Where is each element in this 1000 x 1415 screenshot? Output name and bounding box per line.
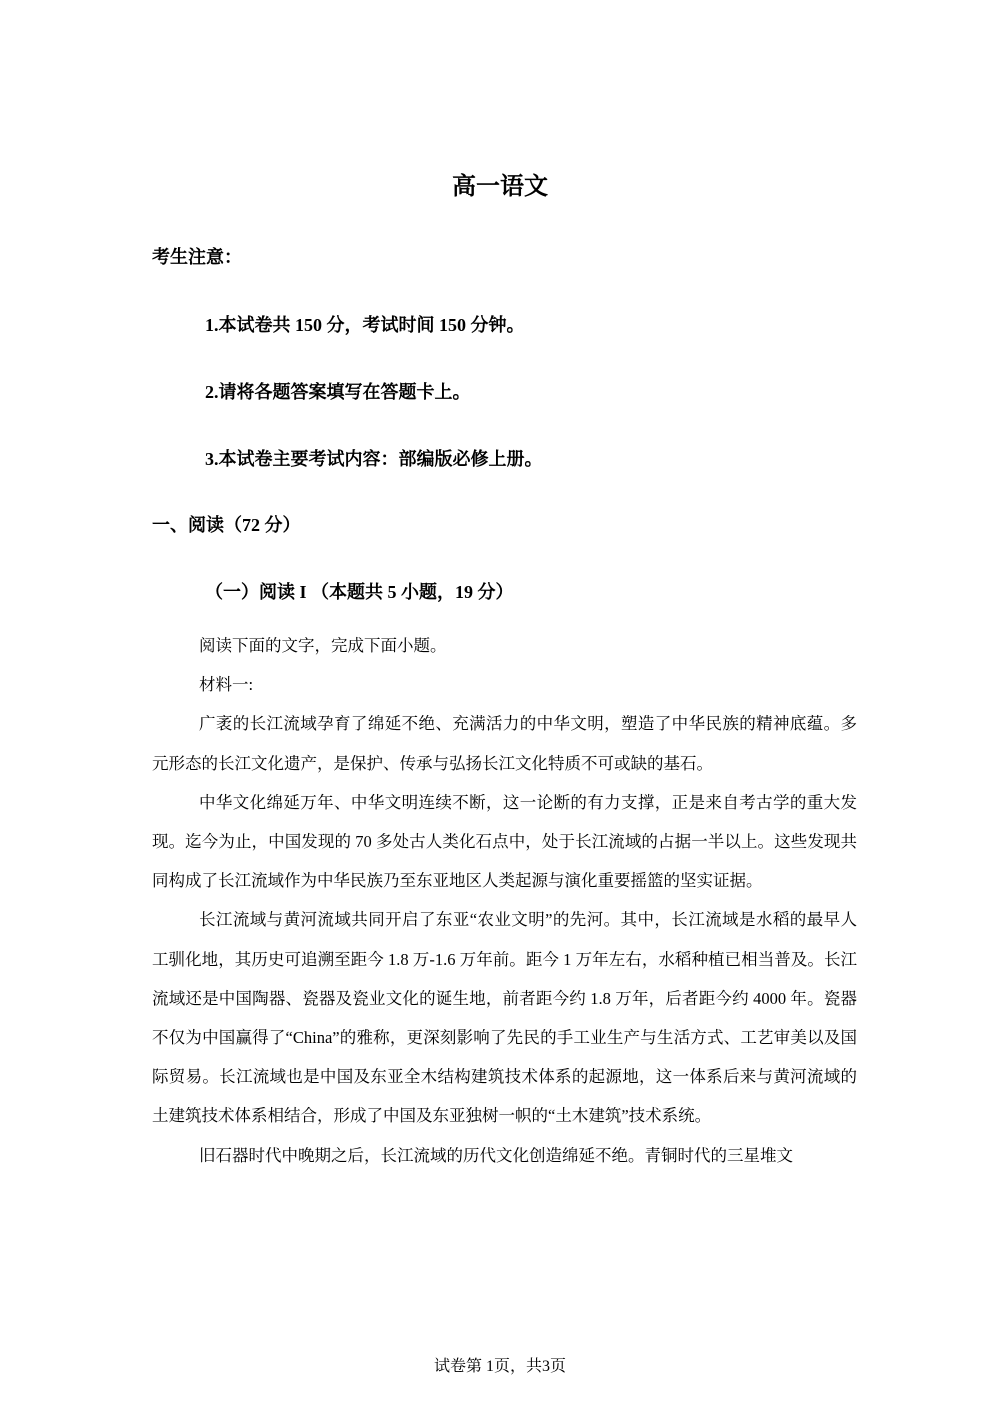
page-footer: 试卷第 1页，共3页 bbox=[433, 1358, 566, 1375]
passage-paragraph-2: 中华文化绵延万年、中华文明连续不断，这一论断的有力支撑，正是来自考古学的重大发现。迄今为止，中国发现的 70 多处古人类化石点中，处于长江流域的占据一半以上。这些发现共同构成了长江流域作为中华民族乃至东亚地区人类起源与演化重要摇篮的坚实证据。 bbox=[152, 792, 857, 891]
section-heading: 一、阅读（72 分） bbox=[152, 515, 301, 535]
reading-passage bbox=[152, 626, 857, 1175]
page-title: 高一语文 bbox=[452, 172, 548, 200]
notice-heading: 考生注意： bbox=[152, 247, 242, 267]
material-label: 材料一: bbox=[199, 675, 254, 695]
passage-paragraph-3: 长江流域与黄河流域共同开启了东亚“农业文明”的先河。其中，长江流域是水稻的最早人工驯化地，其历史可追溯至距今 1.8 万-1.6 万年前。距今 1 万年左右，水稻种植已相当普及。长江流域还是中国陶器、瓷器及瓷业文化的诞生地，前者距今约 1.8 万年，后者距今约 4000 年。瓷器不仅为中国赢得了“China”的雅称，更深刻影响了先民的手工业生产与生活方式、工艺审美以及国际贸易。长江流域也是中国及东亚全木结构建筑技术体系的起源地，这一体系后来与黄河流域的土建筑技术体系相结合，形成了中国及东亚独树一帜的“土木建筑”技术系统。 bbox=[152, 910, 857, 1126]
notice-item-1: 1.本试卷共 150 分，考试时间 150 分钟。 bbox=[205, 315, 525, 335]
passage-paragraph-4: 旧石器时代中晚期之后，长江流域的历代文化创造绵延不绝。青铜时代的三星堆文 bbox=[199, 1145, 793, 1165]
passage-paragraph-1: 广袤的长江流域孕育了绵延不绝、充满活力的中华文明，塑造了中华民族的精神底蕴。多元形态的长江文化遗产，是保护、传承与弘扬长江文化特质不可或缺的基石。 bbox=[152, 714, 857, 773]
notice-item-2: 2.请将各题答案填写在答题卡上。 bbox=[205, 382, 471, 402]
subsection-heading: （一）阅读 I （本题共 5 小题，19 分） bbox=[205, 582, 514, 602]
instruction-text: 阅读下面的文字，完成下面小题。 bbox=[199, 636, 447, 655]
notice-item-3: 3.本试卷主要考试内容：部编版必修上册。 bbox=[205, 449, 543, 469]
